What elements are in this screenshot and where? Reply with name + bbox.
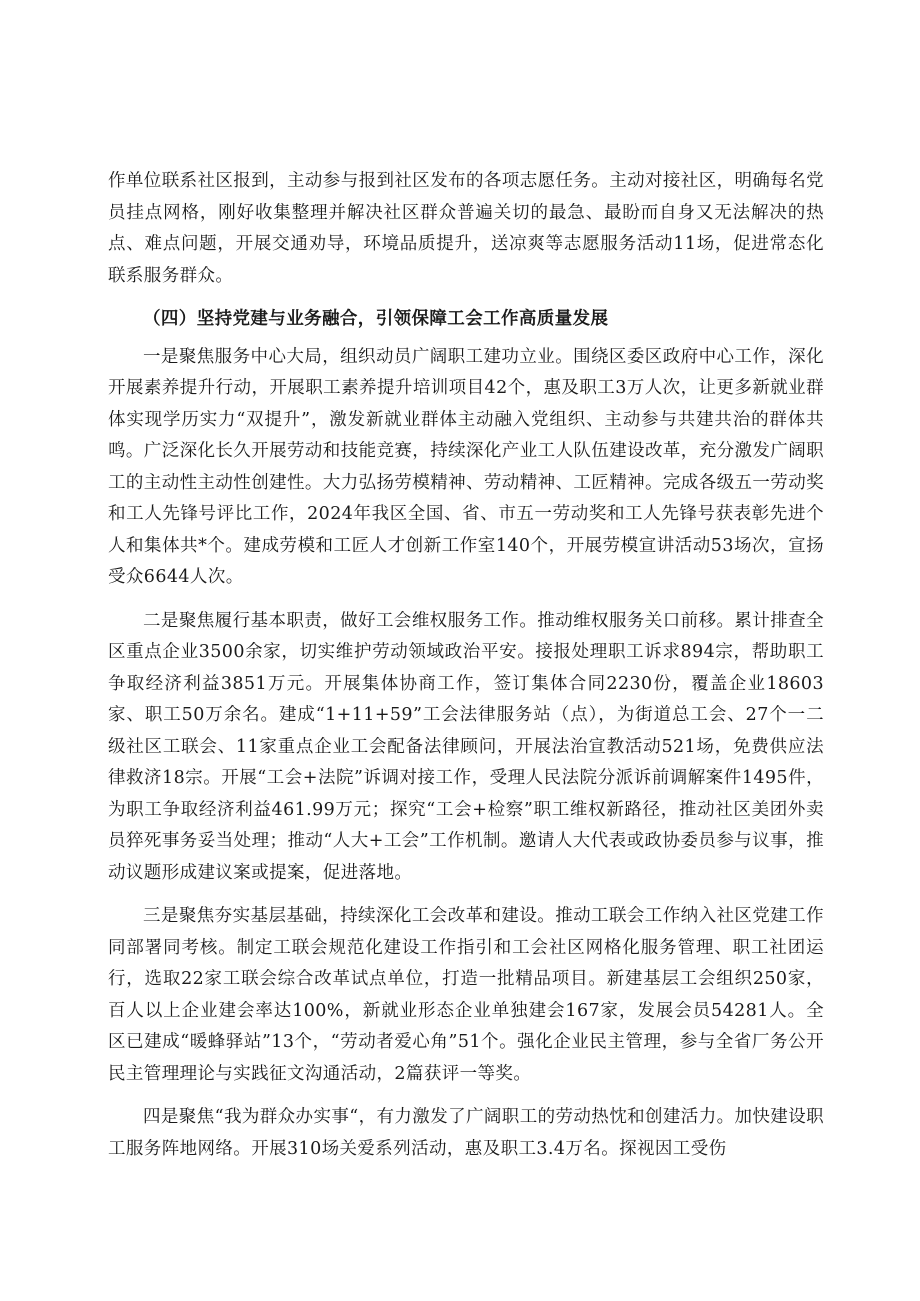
paragraph-rights-service: 二是聚焦履行基本职责，做好工会维权服务工作。推动维权服务关口前移。累计排查全区重点企业3500余家，切实维护劳动领域政治平安。接报处理职工诉求894宗，帮助职工争取经济利益3851万元。开展集体协商工作，签订集体合同2230份，覆盖企业18603家、职工50万余名。建成“1+11+59”工会法律服务站（点），为街道总工会、27个一二级社区工联会、11家重点企业工会配备法律顾问，开展法治宣教活动521场，免费供应法律救济18宗。开展“工会+法院”诉调对接工作，受理人民法院分派诉前调解案件1495件，为职工争取经济利益461.99万元；探究“工会+检察”职工维权新路径，推动社区美团外卖员猝死事务妥当处理；推动“人大+工会”工作机制。邀请人大代表或政协委员参与议事，推动议题形成建议案或提案，促进落地。 [108,610,824,883]
document-body [108,166,824,1177]
paragraph-practical-matters: 四是聚焦“我为群众办实事“，有力激发了广阔职工的劳动热忱和创建活力。加快建设职工服务阵地网络。开展310场关爱系列活动，惠及职工3.4万名。探视因工受伤 [108,1107,824,1159]
paragraph-continuation: 作单位联系社区报到，主动参与报到社区发布的各项志愿任务。主动对接社区，明确每名党员挂点网格，刚好收集整理并解决社区群众普遍关切的最急、最盼而自身又无法解决的热点、难点问题，开展交通劝导，环境品质提升，送凉爽等志愿服务活动11场，促进常态化联系服务群众。 [108,171,824,286]
paragraph-service-center: 一是聚焦服务中心大局，组织动员广阔职工建功立业。围绕区委区政府中心工作，深化开展素养提升行动，开展职工素养提升培训项目42个，惠及职工3万人次，让更多新就业群体实现学历实力“双提升”，激发新就业群体主动融入党组织、主动参与共建共治的群体共鸣。广泛深化长久开展劳动和技能竞赛，持续深化产业工人队伍建设改革，充分激发广阔职工的主动性主动性创建性。大力弘扬劳模精神、劳动精神、工匠精神。完成各级五一劳动奖和工人先锋号评比工作，2024年我区全国、省、市五一劳动奖和工人先锋号获表彰先进个人和集体共*个。建成劳模和工匠人才创新工作室140个，开展劳模宣讲活动53场次，宣扬受众6644人次。 [108,346,824,587]
section-heading: （四）坚持党建与业务融合，引领保障工会工作高质量发展 [143,309,609,329]
paragraph-grassroots: 三是聚焦夯实基层基础，持续深化工会改革和建设。推动工联会工作纳入社区党建工作同部署同考核。制定工联会规范化建设工作指引和工会社区网格化服务管理、职工社团运行，选取22家工联会综合改革试点单位，打造一批精品项目。新建基层工会组织250家，百人以上企业建会率达100%，新就业形态企业单独建会167家，发展会员54281人。全区已建成“暖蜂驿站”13个，“劳动者爱心角”51个。强化企业民主管理，参与全省厂务公开民主管理理论与实践征文沟通活动，2篇获评一等奖。 [108,906,824,1084]
